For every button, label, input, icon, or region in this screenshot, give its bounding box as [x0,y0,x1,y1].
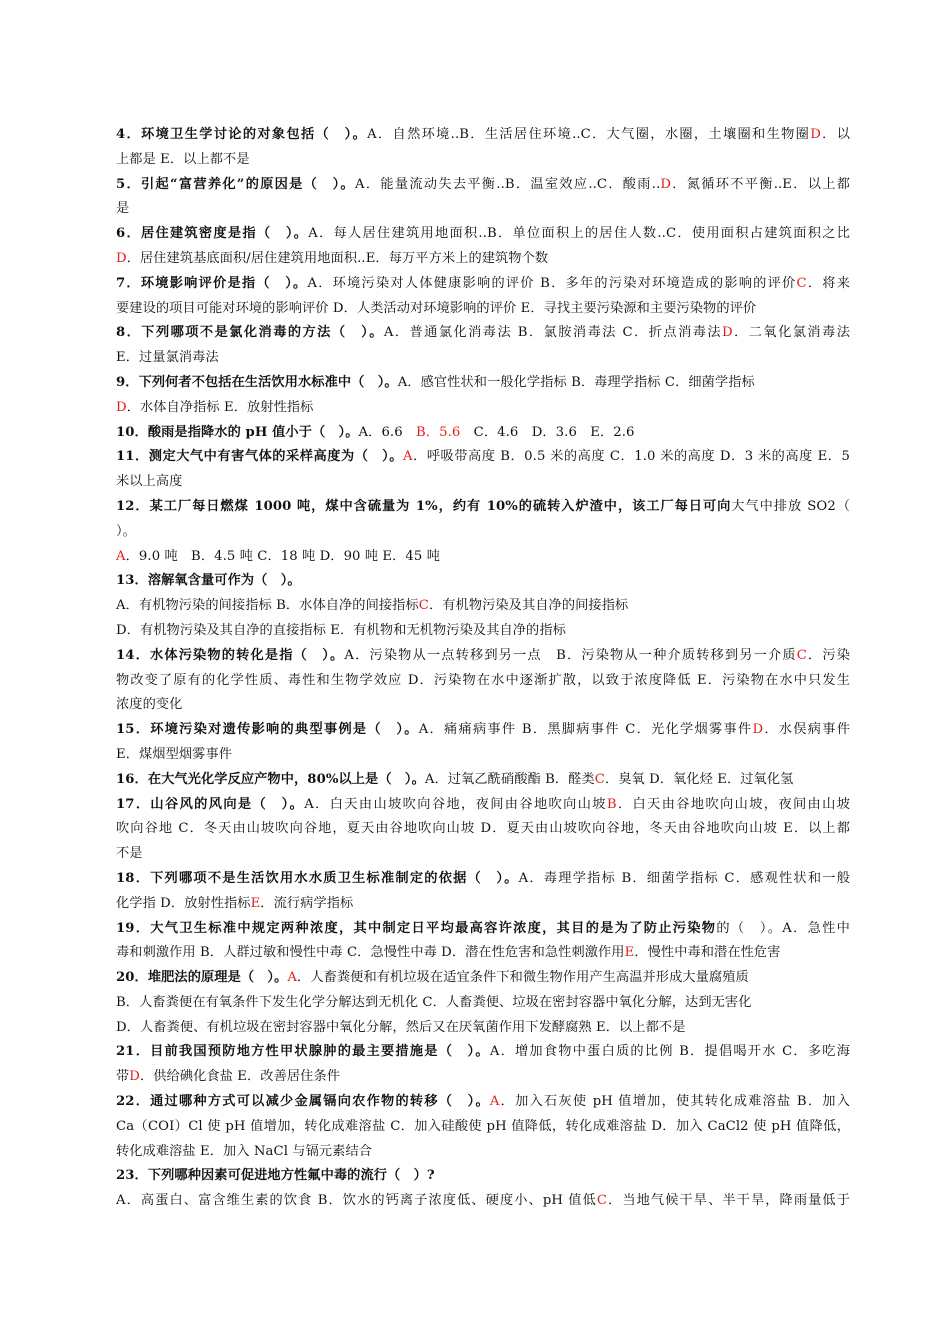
correct-answer-marker: B [606,796,617,812]
correct-answer-marker: E [250,895,261,911]
question-text: ．流行病学指标 [260,895,354,911]
question-text: A．白天由山坡吹向谷地，夜间由谷地吹向山坡 [304,796,607,812]
text-line [116,321,850,346]
question-text: A．有机物污染的间接指标 B．水体自净的间接指标 [116,598,419,614]
question-text: C．4.6 D．3.6 E．2.6 [460,424,635,440]
question-text: ．臭氧 D．氧化烃 E．过氧化氢 [604,771,794,787]
text-line [116,470,850,495]
question-text: ．氮循环不平衡..E．以上都 [671,176,850,192]
question-text: ．当地气候干旱、半干旱，降雨量低于 [607,1193,850,1209]
text-line [116,421,850,446]
question-text: ．人畜粪便和有机垃圾在适宜条件下和微生物作用产生高温并形成大量腐殖质 [297,970,749,986]
question-stem: 21．目前我国预防地方性甲状腺肿的最主要措施是（ ）。 [116,1044,490,1060]
text-line [116,1189,850,1214]
text-line [116,644,850,669]
correct-answer-marker: A [287,970,298,986]
question-stem: 7．环境影响评价是指（ ）。 [116,275,308,291]
question-stem: 13．溶解氧含量可作为（ ）。 [116,573,301,589]
question-text: ．居住建筑基底面积/居住建筑用地面积..E．每万平方米上的建筑物个数 [126,250,549,266]
question-text: ．9.0 吨 B．4.5 吨 C．18 吨 D．90 吨 E．45 吨 [125,548,440,564]
text-line [116,197,850,222]
question-stem: 14．水体污染物的转化是指（ ）。 [116,647,345,663]
question-stem: 9．下列何者不包括在生活饮用水标准中（ ）。 [116,374,398,390]
question-text: 要建设的项目可能对环境的影响评价 D．人类活动对环境影响的评价 E．寻找主要污染源和主要污染物的评价 [116,300,757,316]
question-text: 吹向谷地 C．冬天由山坡吹向谷地，夏天由谷地吹向山坡 D．夏天由山坡吹向谷地，冬天由谷地吹向山坡 E．以上都 [116,821,850,837]
text-line [116,346,850,371]
text-line [116,817,850,842]
text-line [116,619,850,644]
question-text: ）。 [116,523,136,539]
text-line [116,1140,850,1165]
question-text: ．污染 [806,647,850,663]
text-line [116,495,850,520]
question-text: A．污染物从一点转移到另一点 B．污染物从一种介质转移到另一介质 [344,647,797,663]
text-line [116,991,850,1016]
question-text: A．自然环境..B．生活居住环境..C．大气圈，水圈，土壤圈和生物圈 [367,127,811,142]
question-text: 的（ ）。A．急性中 [716,920,850,936]
text-line [116,520,850,545]
question-stem: 20．堆肥法的原理是（ ）。 [116,970,288,986]
text-line [116,917,850,942]
text-line [116,396,850,421]
correct-answer-marker: D [129,1069,140,1085]
question-text: Ca（COI）Cl 使 pH 值增加，转化成难溶盐 C．加入硅酸使 pH 值降低，转化成难溶盐 D．加入 CaCl2 使 pH 值降低， [116,1118,850,1134]
question-stem: 15．环境污染对遗传影响的典型事例是（ ）。 [116,722,419,738]
correct-answer-marker: A [489,1094,500,1110]
question-text: E．过量氯消毒法 [116,350,219,366]
text-line [116,173,850,198]
question-stem: 4．环境卫生学讨论的对象包括（ ）。 [116,127,368,142]
text-line [116,768,850,793]
question-text: A．高蛋白、富含维生素的饮食 B．饮水的钙离子浓度低、硬度小、pH 值低 [116,1193,597,1209]
question-text: ．加入石灰使 pH 值增加，使其转化成难溶盐 B．加入 [499,1094,850,1110]
question-text: ．水俣病事件 [763,722,850,738]
text-line [116,297,850,322]
text-line [116,1065,850,1090]
text-line [116,718,850,743]
text-line [116,941,850,966]
question-text: 带 [116,1069,130,1085]
question-text: ．白天由谷地吹向山坡，夜间由山坡 [616,796,850,812]
question-text: ．以 [820,127,850,142]
question-text: A．痛痛病事件 B．黑脚病事件 C．光化学烟雾事件 [418,722,753,738]
question-text: 转化成难溶盐 E．加入 NaCl 与镉元素结合 [116,1143,373,1159]
correct-answer-marker: D [810,127,821,142]
text-line [116,1040,850,1065]
text-line [116,371,850,396]
document-page [116,123,850,1214]
question-text: 化学指 D．放射性指标 [116,895,251,911]
text-line [116,222,850,247]
text-line [116,148,850,173]
question-text: D．人畜粪便、有机垃圾在密封容器中氧化分解，然后又在厌氧菌作用下发酵腐熟 E．以上都不是 [116,1019,686,1035]
correct-answer-marker: D [116,250,127,266]
question-text: 上都是 E．以上都不是 [116,151,250,167]
question-text: ．呼吸带高度 B．0.5 米的高度 C．1.0 米的高度 D．3 米的高度 E．5 [412,449,850,465]
question-stem: 16．在大气光化学反应产物中，80%以上是（ ）。 [116,771,425,787]
question-stem: 11．测定大气中有害气体的采样高度为（ ）。 [116,449,404,465]
text-line [116,966,850,991]
question-text: ．慢性中毒和潜在性危害 [634,945,781,961]
question-text: ．水体自净指标 E．放射性指标 [126,399,314,415]
question-text: A．毒理学指标 B．细菌学指标 C．感观性状和一般 [518,870,850,886]
text-line [116,1090,850,1115]
question-text: 大气中排放 SO2（ [731,498,850,514]
question-text: E．煤烟型烟雾事件 [116,746,233,762]
question-stem: 22．通过哪种方式可以减少金属镉向农作物的转移（ ）。 [116,1094,490,1110]
question-text: 浓度的变化 [116,697,183,713]
question-text: ．供给碘化食盐 E．改善居住条件 [139,1069,341,1085]
question-stem: 12．某工厂每日燃煤 1000 吨，煤中含硫量为 1%，约有 10%的硫转入炉渣中，该工厂每日可向 [116,498,732,514]
question-stem: 18．下列哪项不是生活饮用水水质卫生标准制定的依据（ ）。 [116,870,519,886]
question-text: 米以上高度 [116,474,183,490]
question-stem: 23．下列哪种因素可促进地方性氟中毒的流行（ ）? [116,1168,435,1184]
correct-answer-marker: A [116,548,126,564]
question-text: 不是 [116,846,143,862]
correct-answer-marker: D [660,176,672,192]
text-line [116,123,850,148]
text-line [116,569,850,594]
correct-answer-marker: D [752,722,764,738]
question-text: ．有机物污染及其自净的间接指标 [428,598,629,614]
question-text: B．人畜粪便在有氧条件下发生化学分解达到无机化 C．人畜粪便、垃圾在密封容器中氧化分解，达到无害化 [116,994,752,1010]
question-stem: 8．下列哪项不是氯化消毒的方法（ ）。 [116,325,384,341]
question-text: 物改变了原有的化学性质、毒性和生物学效应 D．污染物在水中逐渐扩散，以致于浓度降低 E．污染物在水中只发生 [116,672,850,688]
text-line [116,1016,850,1041]
text-line [116,1164,850,1189]
question-text: 是 [116,201,130,217]
correct-answer-marker: E [624,945,635,961]
question-text: A．感官性状和一般化学指标 B．毒理学指标 C．细菌学指标 [397,374,755,390]
correct-answer-marker: C [796,647,807,663]
question-text: A．6.6 [358,424,417,440]
correct-answer-marker: D [116,399,127,415]
text-line [116,743,850,768]
text-line [116,445,850,470]
text-line [116,892,850,917]
question-text: A．能量流动失去平衡..B．温室效应..C．酸雨.. [355,176,661,192]
question-text: A．过氧乙酰硝酸酯 B．醛类 [424,771,595,787]
text-line [116,793,850,818]
correct-answer-marker: C [796,275,807,291]
correct-answer-marker: C [594,771,605,787]
question-stem: 6．居住建筑密度是指（ ）。 [116,226,309,242]
question-text: A．每人居住建筑用地面积..B．单位面积上的居住人数..C．使用面积占建筑面积之比 [308,226,850,242]
correct-answer-marker: B．5.6 [416,424,461,440]
question-text: A．普通氯化消毒法 B．氯胺消毒法 C．折点消毒法 [383,325,723,341]
question-text: ．二氧化氯消毒法 [732,325,850,341]
question-text: ．将来 [806,275,850,291]
text-line [116,272,850,297]
question-text: A．增加食物中蛋白质的比例 B．提倡喝开水 C．多吃海 [489,1044,850,1060]
question-stem: 17．山谷风的风向是（ ）。 [116,796,305,812]
text-line [116,867,850,892]
text-line [116,669,850,694]
text-line [116,545,850,570]
question-stem: 19．大气卫生标准中规定两种浓度，其中制定日平均最高容许浓度，其目的是为了防止污染物 [116,920,717,936]
correct-answer-marker: C [596,1193,608,1209]
text-line [116,1115,850,1140]
text-line [116,594,850,619]
question-text: D．有机物污染及其自净的直接指标 E．有机物和无机物污染及其自净的指标 [116,622,566,638]
question-text: 毒和刺激作用 B．人群过敏和慢性中毒 C．急慢性中毒 D．潜在性危害和急性刺激作用 [116,945,625,961]
text-line [116,693,850,718]
question-stem: 5．引起“富营养化”的原因是（ ）。 [116,176,356,192]
correct-answer-marker: D [722,325,733,341]
text-line [116,842,850,867]
question-stem: 10．酸雨是指降水的 pH 值小于（ ）。 [116,424,359,440]
text-line [116,247,850,272]
correct-answer-marker: A [403,449,413,465]
question-text: A．环境污染对人体健康影响的评价 B．多年的污染对环境造成的影响的评价 [307,275,797,291]
correct-answer-marker: C [418,598,429,614]
